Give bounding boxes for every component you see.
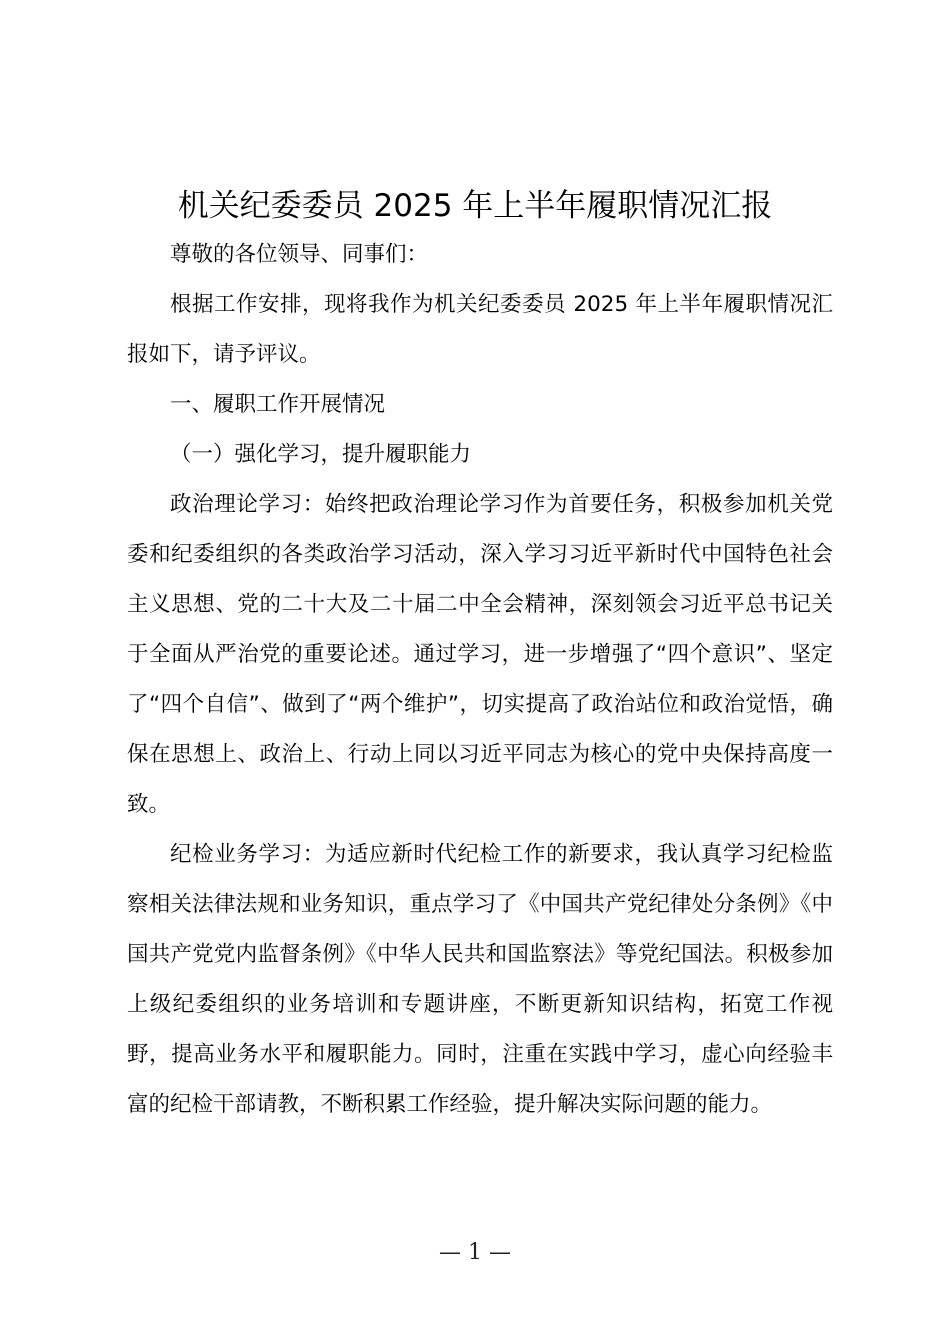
body-paragraph-political-study: 政治理论学习：始终把政治理论学习作为首要任务，积极参加机关党委和纪委组织的各类政治学习活动，深入学习习近平新时代中国特色社会主义思想、党的二十大及二十届二中全会精神，深刻领会习近平总书记关于全面从严治党的重要论述。通过学习，进一步增强了“四个意识”、坚定了“四个自信”、做到了“两个维护”，切实提高了政治站位和政治觉悟，确保在思想上、政治上、行动上同以习近平同志为核心的党中央保持高度一致。 bbox=[127, 492, 833, 817]
page-number: — 1 — bbox=[439, 1240, 511, 1265]
document-body bbox=[127, 230, 833, 1130]
body-paragraph-business-study: 纪检业务学习：为适应新时代纪检工作的新要求，我认真学习纪检监察相关法律法规和业务知识，重点学习了《中国共产党纪律处分条例》《中国共产党党内监督条例》《中华人民共和国监察法》等党纪国法。积极参加上级纪委组织的业务培训和专题讲座，不断更新知识结构，拓宽工作视野，提高业务水平和履职能力。同时，注重在实践中学习，虚心向经验丰富的纪检干部请教，不断积累工作经验，提升解决实际问题的能力。 bbox=[127, 842, 833, 1117]
document-title: 机关纪委委员 2025 年上半年履职情况汇报 bbox=[177, 188, 773, 224]
section-heading: 一、履职工作开展情况 bbox=[170, 392, 386, 417]
intro-paragraph: 根据工作安排，现将我作为机关纪委委员 2025 年上半年履职情况汇报如下，请予评议。 bbox=[127, 292, 833, 367]
salutation: 尊敬的各位领导、同事们： bbox=[170, 242, 429, 267]
subsection-heading: （一）强化学习，提升履职能力 bbox=[170, 442, 472, 467]
